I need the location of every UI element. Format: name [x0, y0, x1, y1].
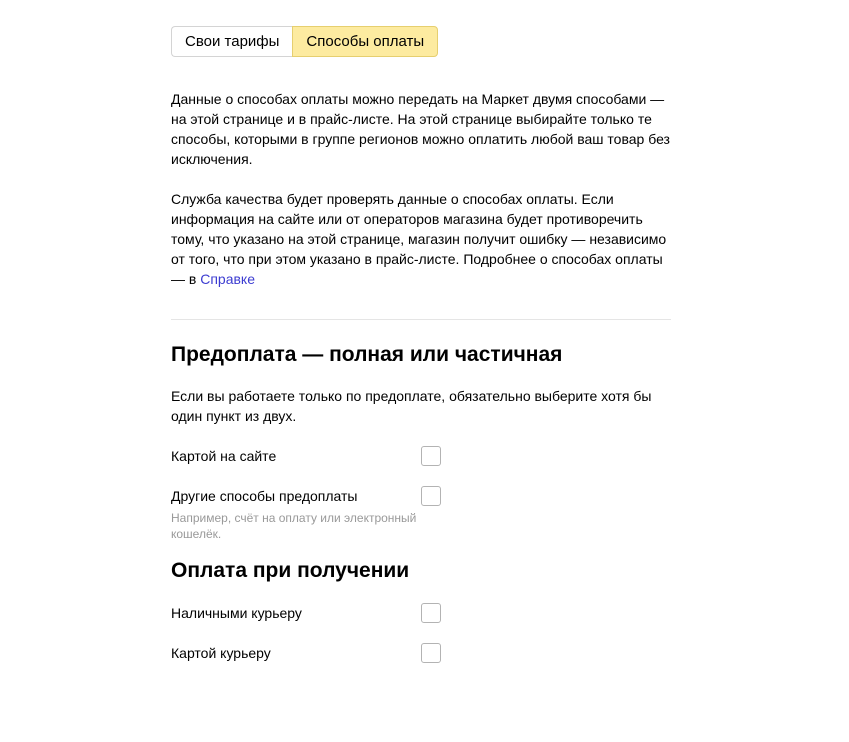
intro-paragraph-1: Данные о способах оплаты можно передать на Маркет двумя способами — на этой странице и в прайс-листе. На этой странице выбирайте только те способы, которыми в группе регионов можно оплатить любой ваш товар без исключения.	[171, 91, 670, 167]
option-other-prepayment-label: Другие способы предоплаты	[171, 488, 358, 504]
card-to-courier-checkbox[interactable]	[421, 643, 441, 663]
option-other-prepayment	[171, 486, 671, 506]
prepayment-heading: Предоплата — полная или частичная	[171, 343, 563, 366]
option-card-to-courier	[171, 643, 671, 663]
intro-text	[171, 89, 673, 289]
tab-payment-methods[interactable]: Способы оплаты	[292, 26, 438, 57]
option-card-on-site	[171, 446, 671, 466]
card-on-site-checkbox[interactable]	[421, 446, 441, 466]
option-cash-to-courier-label: Наличными курьеру	[171, 605, 302, 621]
cash-to-courier-checkbox[interactable]	[421, 603, 441, 623]
section-divider	[171, 319, 671, 320]
other-prepayment-hint: Например, счёт на оплату или электронный кошелёк.	[171, 511, 417, 541]
tab-own-tariffs[interactable]: Свои тарифы	[171, 26, 292, 57]
intro-paragraph-2-text: Служба качества будет проверять данные о способах оплаты. Если информация на сайте или от операторов магазина будет противоречить тому, что указано на этой странице, магазин получит ошибку — независимо от того, что при этом указано в прайс-листе. Подробнее о способах оплаты — в	[171, 191, 667, 287]
option-card-on-site-label: Картой на сайте	[171, 448, 277, 464]
intro-paragraph-2	[171, 189, 673, 289]
prepayment-description: Если вы работаете только по предоплате, обязательно выберите хотя бы один пункт из двух.	[171, 388, 652, 424]
option-card-to-courier-label: Картой курьеру	[171, 645, 271, 661]
payment-methods-content	[171, 26, 671, 663]
on-receipt-heading: Оплата при получении	[171, 559, 410, 582]
other-prepayment-checkbox[interactable]	[421, 486, 441, 506]
help-link[interactable]: Справке	[200, 271, 255, 287]
option-cash-to-courier	[171, 603, 671, 623]
tab-switcher	[171, 26, 438, 57]
